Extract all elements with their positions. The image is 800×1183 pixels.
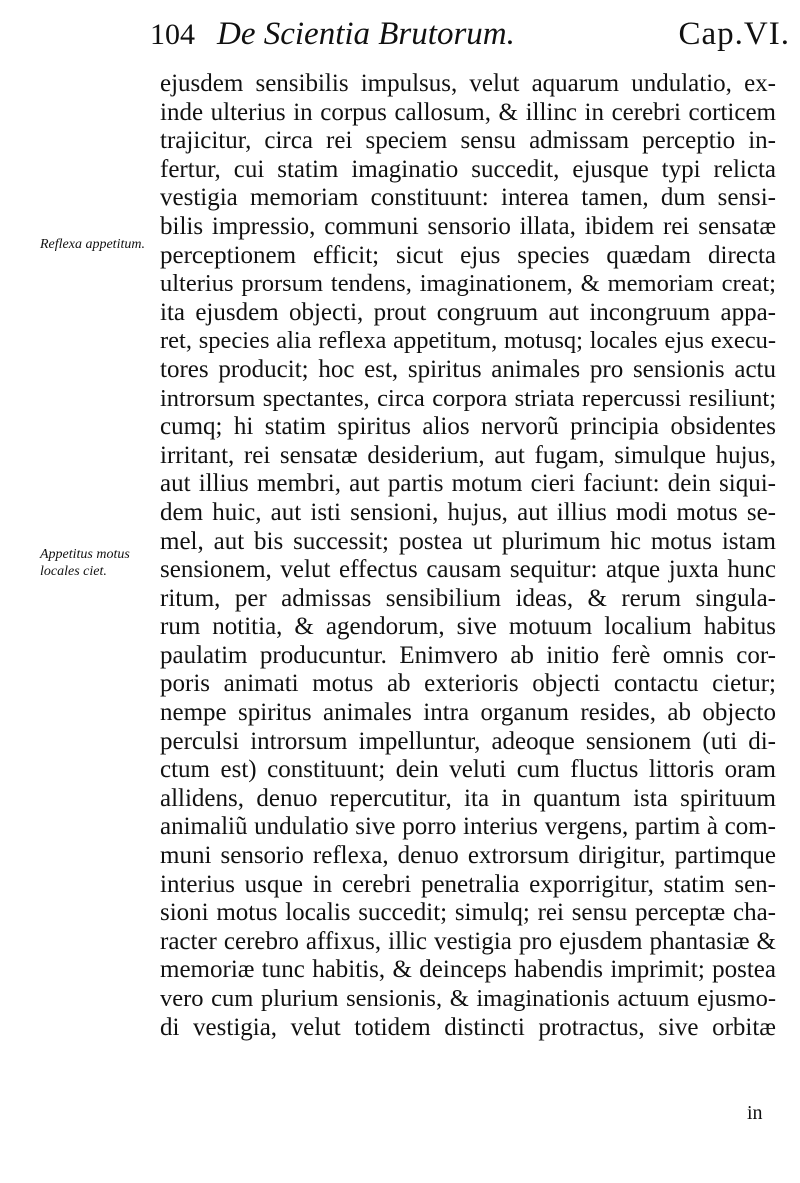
margin-note: Reflexa appetitum. — [40, 237, 145, 252]
chapter-label: Cap.VI. — [678, 16, 790, 52]
page-number: 104 — [150, 18, 195, 51]
text-line: dem huic, aut isti sensioni, hujus, aut illius modi motus se- — [160, 498, 776, 526]
text-line: bilis impressio, communi sensorio illata, ibidem rei sensatæ — [160, 212, 776, 240]
text-line: irritant, rei sensatæ desiderium, aut fugam, simulque hujus, — [160, 441, 776, 469]
text-line: sioni motus localis succedit; simulq; rei sensu perceptæ cha- — [160, 899, 776, 927]
text-line: ritum, per admissas sensibilium ideas, & rerum singula- — [160, 584, 776, 612]
text-line: racter cerebro affixus, illic vestigia pro ejusdem phantasiæ & — [160, 927, 776, 955]
text-line: ulterius prorsum tendens, imaginationem, & memoriam creat; — [160, 270, 776, 298]
text-line: aut illius membri, aut partis motum cieri faciunt: dein siqui- — [160, 470, 776, 498]
text-line: perceptionem efficit; sicut ejus species quædam directa — [160, 241, 776, 269]
text-line: di vestigia, velut totidem distincti protractus, sive orbitæ — [160, 1013, 776, 1041]
text-line: fertur, cui statim imaginatio succedit, ejusque typi relicta — [160, 155, 776, 183]
text-line: paulatim producuntur. Enimvero ab initio ferè omnis cor- — [160, 641, 776, 669]
running-title: De Scientia Brutorum. — [217, 16, 515, 52]
text-line: vero cum plurium sensionis, & imaginationis actuum ejusmo- — [160, 985, 776, 1012]
text-line: animaliũ undulatio sive porro interius vergens, partim à com- — [160, 813, 776, 841]
text-line: ret, species alia reflexa appetitum, motusq; locales ejus execu- — [160, 327, 776, 355]
text-line: trajicitur, circa rei speciem sensu admissam perceptio in- — [160, 127, 776, 155]
text-line: tores producit; hoc est, spiritus animales pro sensionis actu — [160, 355, 776, 383]
text-line: mel, aut bis successit; postea ut plurimum hic motus istam — [160, 527, 776, 555]
body-text — [160, 70, 776, 1042]
text-line: sensionem, velut effectus causam sequitur: atque juxta hunc — [160, 556, 776, 584]
margin-note: Appetitus motus locales ciet. — [40, 547, 130, 579]
catchword: in — [747, 1102, 763, 1124]
text-line: ita ejusdem objecti, prout congruum aut incongruum appa- — [160, 298, 776, 326]
text-line: introrsum spectantes, circa corpora striata repercussi resiliunt; — [160, 384, 776, 412]
text-line: poris animati motus ab exterioris objecti contactu cietur; — [160, 670, 776, 698]
text-line: perculsi introrsum impelluntur, adeoque sensionem (uti di- — [160, 727, 776, 755]
text-line: interius usque in cerebri penetralia exporrigitur, statim sen- — [160, 870, 776, 898]
text-line: rum notitia, & agendorum, sive motuum localium habitus — [160, 613, 776, 641]
text-line: memoriæ tunc habitis, & deinceps habendis imprimit; postea — [160, 956, 776, 984]
text-line: inde ulterius in corpus callosum, & illinc in cerebri corticem — [160, 98, 776, 126]
text-line: ctum est) constituunt; dein veluti cum fluctus littoris oram — [160, 756, 776, 784]
text-line: muni sensorio reflexa, denuo extrorsum dirigitur, partimque — [160, 842, 776, 870]
running-header — [150, 16, 790, 68]
text-line: cumq; hi statim spiritus alios nervorũ principia obsidentes — [160, 413, 776, 441]
text-line: allidens, denuo repercutitur, ita in quantum ista spirituum — [160, 784, 776, 812]
text-line: ejusdem sensibilis impulsus, velut aquarum undulatio, ex- — [160, 70, 776, 97]
text-line: vestigia memoriam constituunt: interea tamen, dum sensi- — [160, 184, 776, 212]
text-line: nempe spiritus animales intra organum resides, ab objecto — [160, 699, 776, 727]
